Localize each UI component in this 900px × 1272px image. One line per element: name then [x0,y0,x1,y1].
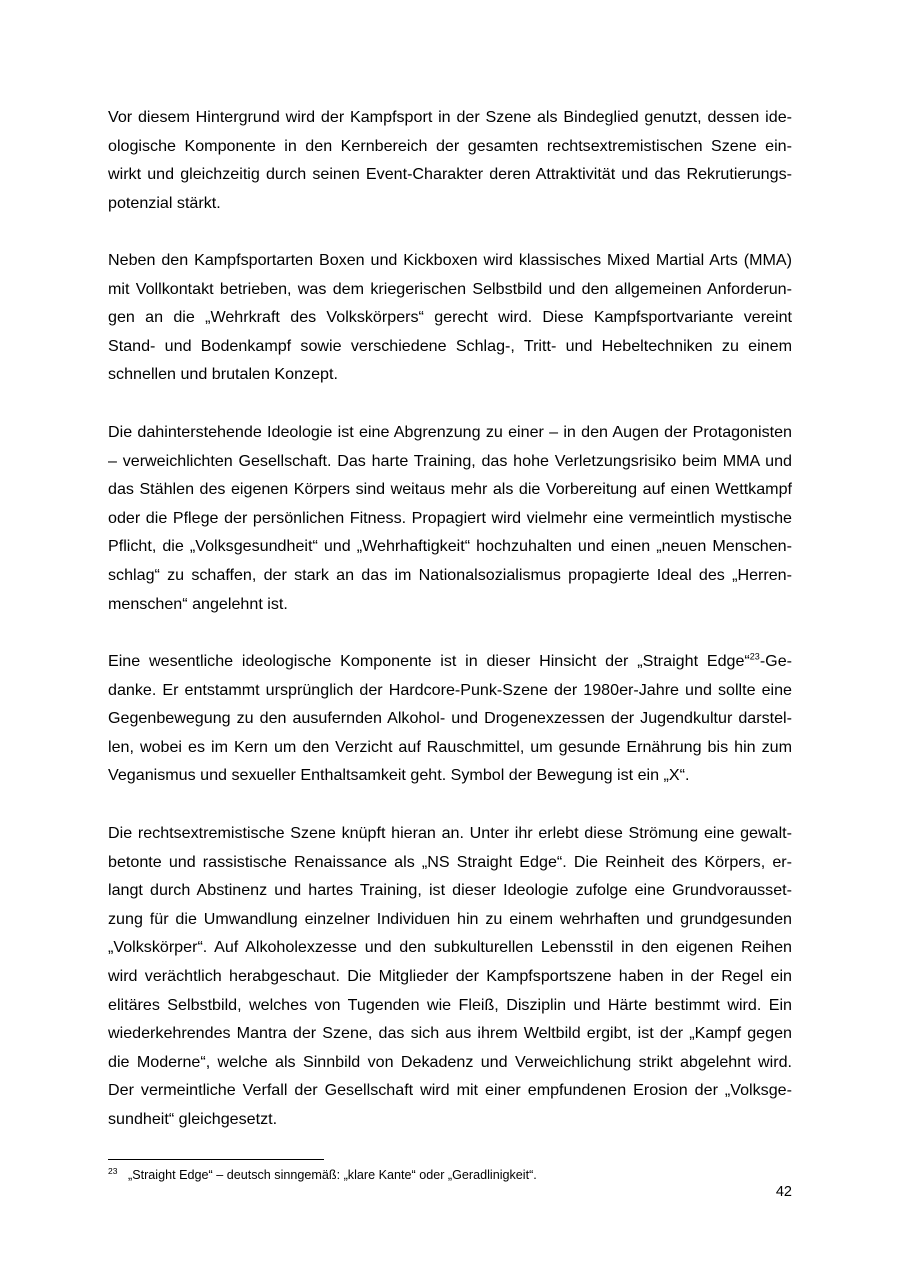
text-line: wiederkehrendes Mantra der Szene, das sich aus ihrem Weltbild ergibt, ist der „Kampf gegen [108,1024,792,1043]
text-line: danke. Er entstammt ursprünglich der Hardcore-Punk-Szene der 1980er-Jahre und sollte eine [108,680,792,699]
text-line: Die dahinterstehende Ideologie ist eine Abgrenzung zu einer – in den Augen der Protagonisten [108,423,792,441]
footnote: 23 „Straight Edge“ – deutsch sinngemäß: „klare Kante“ oder „Geradlinigkeit“. [108,1165,537,1182]
paragraph-2 [108,246,792,389]
text-line: Vor diesem Hintergrund wird der Kampfsport in der Szene als Bindeglied genutzt, dessen ide- [108,108,792,126]
text-line: Die rechtsextremistische Szene knüpft hieran an. Unter ihr erlebt diese Strömung eine gewalt- [108,824,792,842]
text-line: langt durch Abstinenz und hartes Training, ist dieser Ideologie zufolge eine Grundvorausset- [108,881,792,900]
text-line: schlag“ zu schaffen, der stark an das im Nationalsozialismus propagierte Ideal des „Herren- [108,565,792,584]
text-line: Neben den Kampfsportarten Boxen und Kickboxen wird klassisches Mixed Martial Arts (MMA) [108,251,792,269]
text-segment: Eine wesentliche ideologische Komponente ist in dieser Hinsicht der „Straight Edge“ [108,652,750,670]
text-line: zung für die Umwandlung einzelner Individuen hin zu einem wehrhaften und grundgesunden [108,909,792,928]
footnote-reference[interactable]: 23 [749,651,760,662]
text-line: Stand- und Bodenkampf sowie verschiedene Schlag-, Tritt- und Hebeltechniken zu einem [108,336,792,355]
paragraph-1 [108,103,792,217]
paragraph-5 [108,819,792,1134]
footnote-separator [108,1159,324,1160]
text-line: elitäres Selbstbild, welches von Tugenden wie Fleiß, Disziplin und Härte bestimmt wird. Ein [108,995,792,1014]
text-line-with-footnote-ref [108,647,792,676]
text-line: wird verächtlich herabgeschaut. Die Mitglieder der Kampfsportszene haben in der Regel ein [108,966,792,985]
text-line: oder die Pflege der persönlichen Fitness. Propagiert wird vielmehr eine vermeintlich mystische [108,508,792,527]
text-line: Veganismus und sexueller Enthaltsamkeit geht. Symbol der Bewegung ist ein „X“. [108,766,690,785]
text-line: Pflicht, die „Volksgesundheit“ und „Wehrhaftigkeit“ hochzuhalten und einen „neuen Menschen- [108,537,792,556]
text-line: sundheit“ gleichgesetzt. [108,1109,278,1128]
text-line: Gegenbewegung zu den ausufernden Alkohol- und Drogenexzessen der Jugendkultur darstel- [108,709,792,728]
text-line: – verweichlichten Gesellschaft. Das harte Training, das hohe Verletzungsrisiko beim MMA und [108,451,792,470]
text-line: betonte und rassistische Renaissance als „NS Straight Edge“. Die Reinheit des Körpers, er- [108,852,792,871]
text-line: len, wobei es im Kern um den Verzicht auf Rauschmittel, um gesunde Ernährung bis hin zum [108,737,792,756]
text-line: „Volkskörper“. Auf Alkoholexzesse und den subkulturellen Lebensstil in den eigenen Reihen [108,938,792,957]
paragraph-3 [108,418,792,618]
paragraph-4 [108,647,792,790]
text-line: das Stählen des eigenen Körpers sind weitaus mehr als die Vorbereitung auf einen Wettkampf [108,480,792,499]
text-line: ologische Komponente in den Kernbereich der gesamten rechtsextremistischen Szene ein- [108,136,792,155]
footnote-text: „Straight Edge“ – deutsch sinngemäß: „klare Kante“ oder „Geradlinigkeit“. [128,1168,537,1182]
page-number: 42 [775,1184,792,1200]
text-line: potenzial stärkt. [108,193,221,212]
text-line: menschen“ angelehnt ist. [108,594,288,613]
text-line: die Moderne“, welche als Sinnbild von Dekadenz und Verweichlichung strikt abgelehnt wird. [108,1052,792,1071]
text-segment: -Ge- [759,652,792,670]
text-line: mit Vollkontakt betrieben, was dem kriegerischen Selbstbild und den allgemeinen Anforderun- [108,279,792,298]
text-line: gen an die „Wehrkraft des Volkskörpers“ gerecht wird. Diese Kampfsportvariante vereint [108,308,792,327]
text-line: schnellen und brutalen Konzept. [108,365,338,384]
text-line: Der vermeintliche Verfall der Gesellschaft wird mit einer empfundenen Erosion der „Volksge- [108,1081,792,1100]
text-line: wirkt und gleichzeitig durch seinen Event-Charakter deren Attraktivität und das Rekrutierungs- [108,165,792,184]
